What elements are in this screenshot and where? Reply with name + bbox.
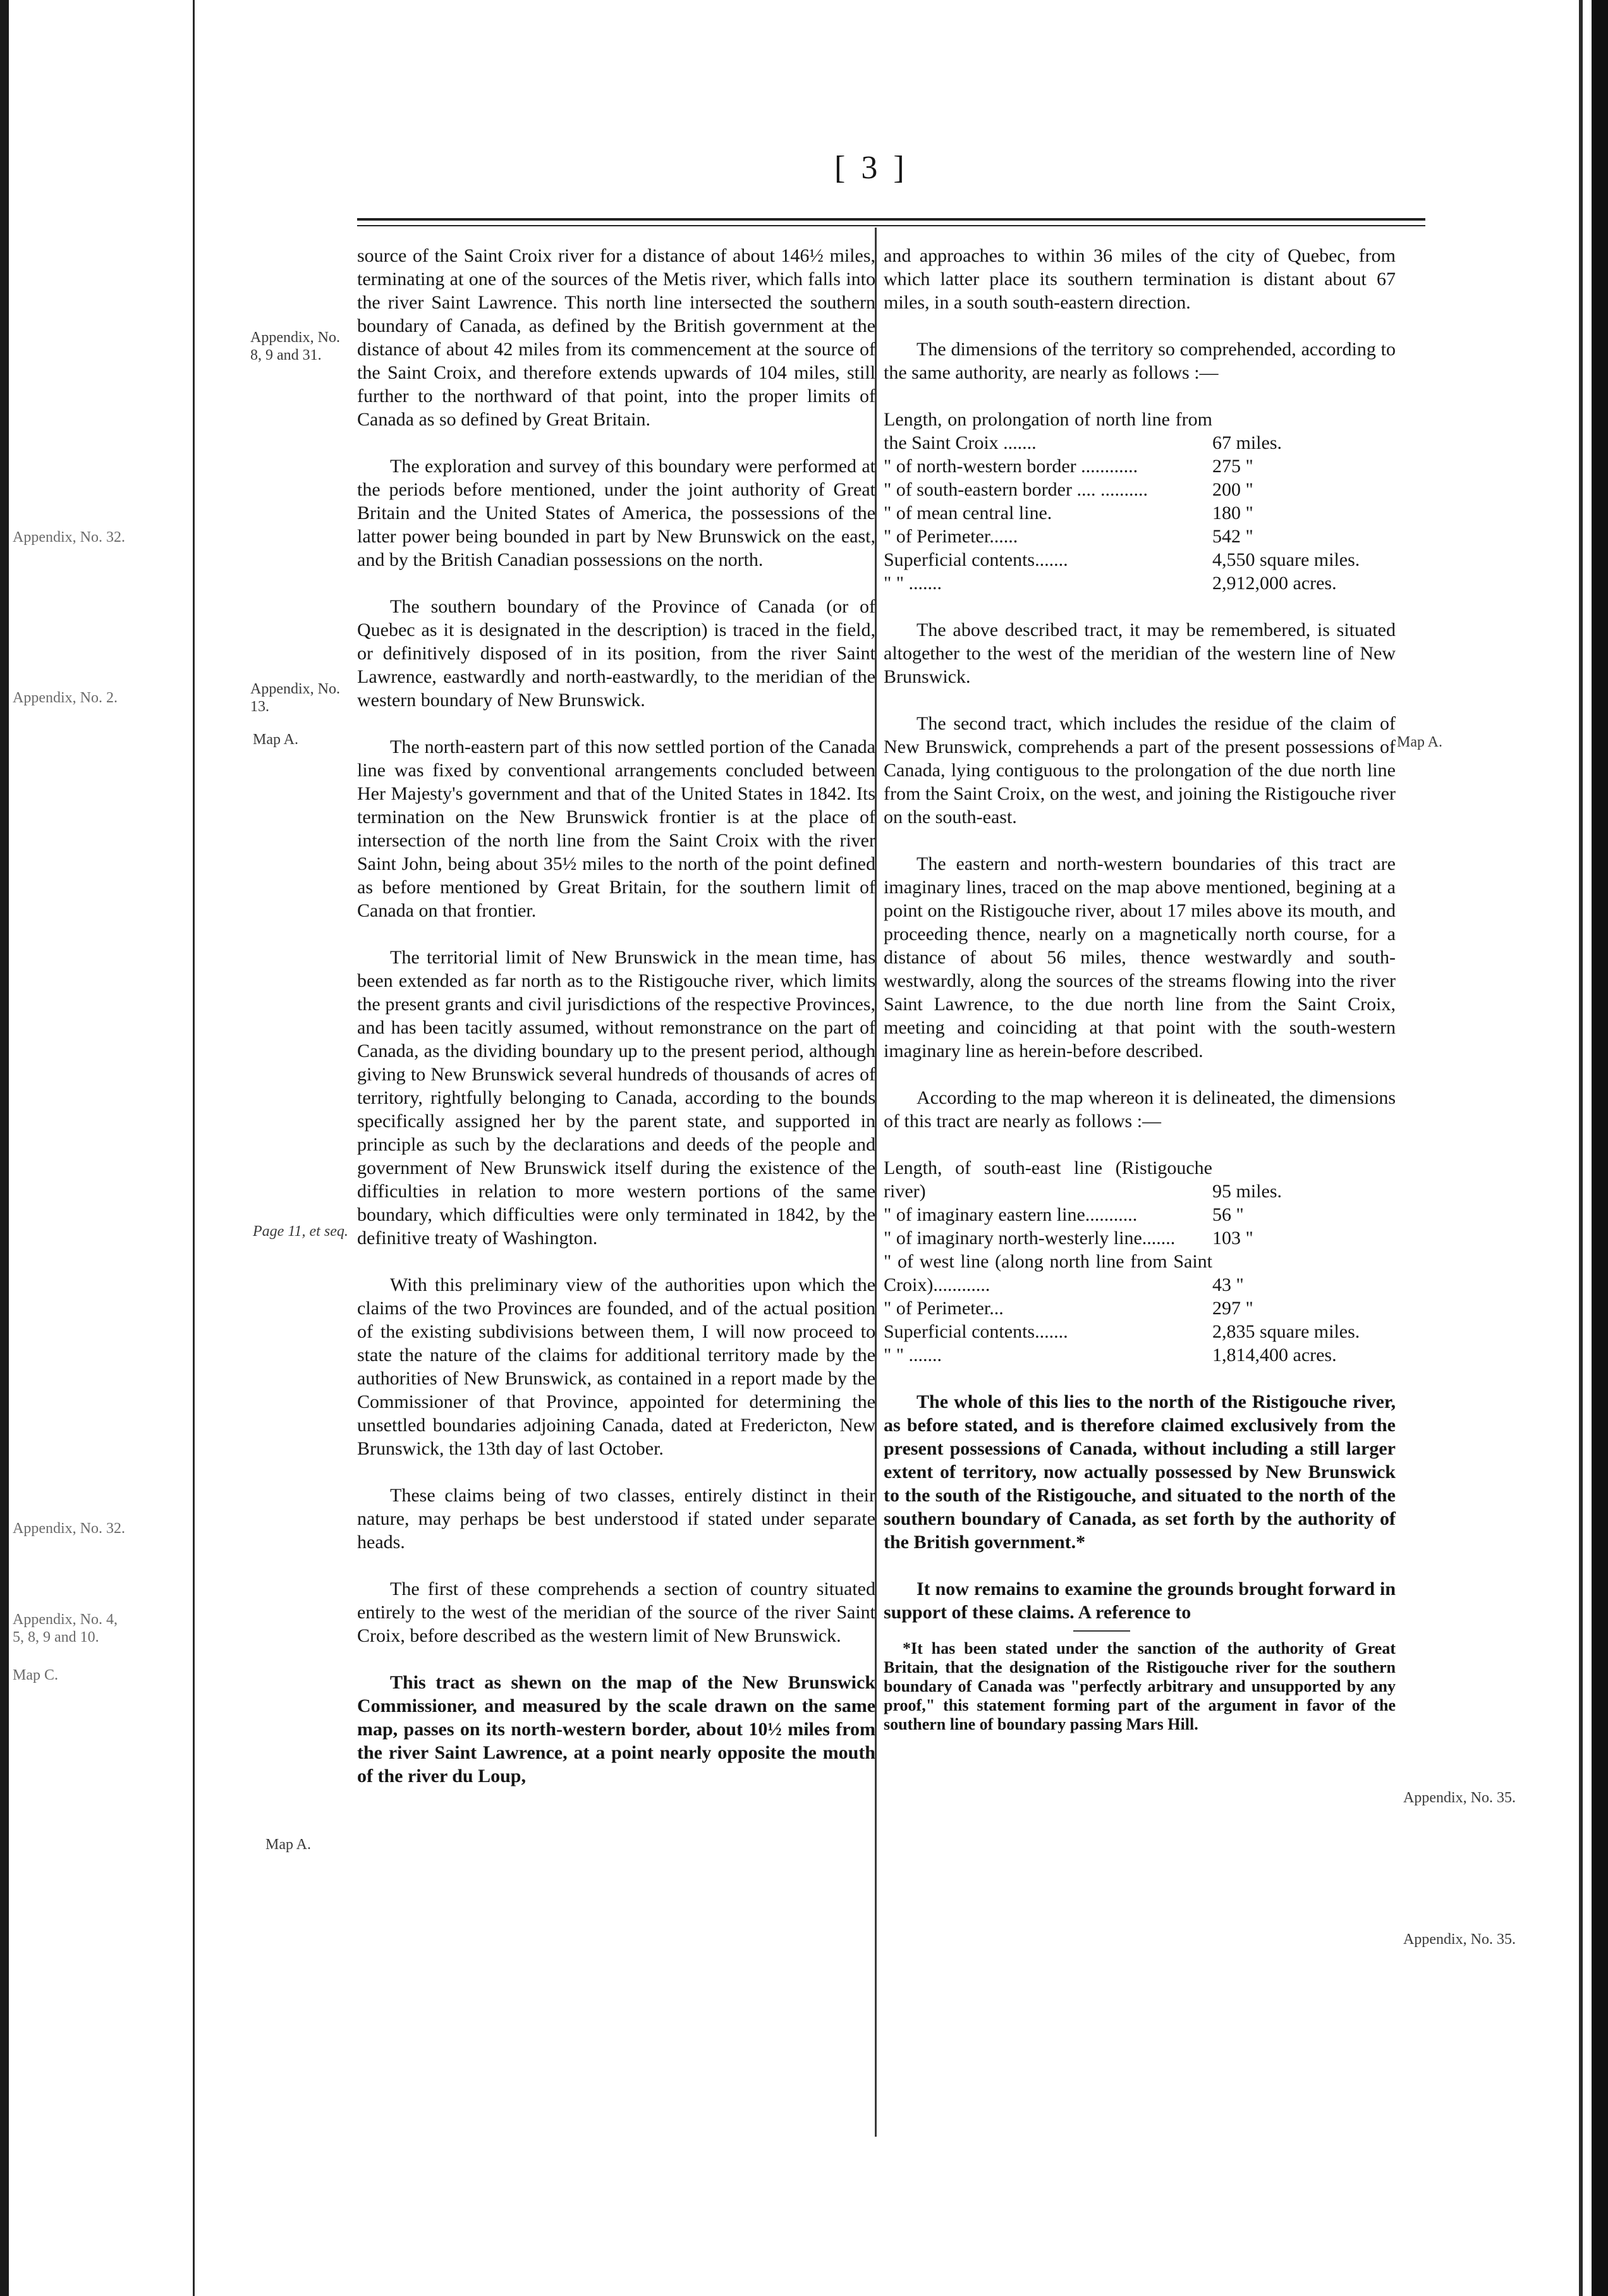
row-label: Superficial contents....... bbox=[884, 1321, 1068, 1342]
row-label: " of mean central line. bbox=[884, 503, 1052, 523]
table-row bbox=[884, 455, 1396, 478]
row-value: 103 " bbox=[1212, 1228, 1253, 1249]
bleed-note-appendix-32b: Appendix, No. 32. bbox=[13, 1520, 125, 1537]
table-row bbox=[884, 501, 1396, 525]
right-edge-line bbox=[1579, 0, 1583, 2296]
paragraph: The whole of this lies to the north of the Ristigouche river, as before stated, and is therefore claimed exclusively from the present possessions of Canada, without including a still larger extent of territory, now actually possessed by New Brunswick to the south of the Ristigouche, and situated to the north of the southern boundary of Canada, as set forth by the authority of the British government.* bbox=[884, 1391, 1396, 1553]
row-label: " of west line (along north line from Saint Croix)............ bbox=[884, 1251, 1212, 1295]
row-value: 297 " bbox=[1212, 1298, 1253, 1319]
row-value: 275 " bbox=[1212, 456, 1253, 477]
row-value: 67 miles. bbox=[1212, 432, 1282, 453]
paragraph: The southern boundary of the Province of Canada (or of Quebec as it is designated in the description) is traced in the field, or definitively disposed of in its position, from the river Saint Lawrence, eastwardly and north-eastwardly, to the meridian of the western boundary of New Brunswick. bbox=[357, 596, 875, 711]
header-rule-thin bbox=[357, 225, 1425, 226]
dimensions-table-1 bbox=[884, 408, 1396, 595]
row-label: Length, on prolongation of north line from the Saint Croix ....... bbox=[884, 409, 1212, 453]
row-value: 56 " bbox=[1212, 1204, 1244, 1225]
paragraph: It now remains to examine the grounds brought forward in support of these claims. A reference to bbox=[884, 1578, 1396, 1623]
table-row bbox=[884, 408, 1396, 455]
page-number: [ 3 ] bbox=[834, 150, 908, 186]
gutter-shadow-line bbox=[193, 0, 195, 2296]
paragraph: According to the map whereon it is delineated, the dimensions of this tract are nearly as follows :— bbox=[884, 1087, 1396, 1132]
margin-note-right-map-a: Map A. bbox=[1397, 734, 1442, 750]
table-row bbox=[884, 1226, 1396, 1250]
bleed-note-appendix-2: Appendix, No. 2. bbox=[13, 690, 118, 706]
paragraph: The eastern and north-western boundaries of this tract are imaginary lines, traced on the map above mentioned, begining at a point on the Ristigouche river, about 17 miles above its mouth, and proceeding thence, nearly on a magnetically north course, for a distance of about 56 miles, thence westwardly and south-westwardly, along the sources of the streams flowing into the river Saint Lawrence, to the due north line from the Saint Croix, meeting and coinciding at that point with the south-western imaginary line as herein-before described. bbox=[884, 853, 1396, 1061]
margin-note-right-appendix-35b: Appendix, No. 35. bbox=[1403, 1931, 1516, 1948]
row-label: " of Perimeter...... bbox=[884, 526, 1018, 547]
row-value: 95 miles. bbox=[1212, 1181, 1282, 1202]
row-value: 4,550 square miles. bbox=[1212, 549, 1360, 570]
row-value: 2,912,000 acres. bbox=[1212, 573, 1337, 594]
table-row bbox=[884, 1156, 1396, 1203]
row-label: " " ....... bbox=[884, 573, 942, 594]
row-label: Length, of south-east line (Ristigouche river) bbox=[884, 1157, 1212, 1202]
margin-note-right-appendix-35a: Appendix, No. 35. bbox=[1403, 1790, 1516, 1806]
bleed-note-appendix-32a: Appendix, No. 32. bbox=[13, 529, 125, 546]
row-value: 200 " bbox=[1212, 479, 1253, 500]
paragraph: and approaches to within 36 miles of the city of Quebec, from which latter place its southern termination is distant about 67 miles, in a south south-eastern direction. bbox=[884, 245, 1396, 313]
footnote-rule bbox=[1073, 1630, 1130, 1632]
table-row bbox=[884, 1250, 1396, 1297]
paragraph: This tract as shewn on the map of the New Brunswick Commissioner, and measured by the scale drawn on the same map, passes on its north-western border, about 10½ miles from the river Saint Lawrence, at a point nearly opposite the mouth of the river du Loup, bbox=[357, 1672, 875, 1786]
binding-edge-shadow bbox=[0, 0, 9, 2296]
row-value: 1,814,400 acres. bbox=[1212, 1345, 1337, 1365]
margin-note-page-11: Page 11, et seq. bbox=[253, 1223, 348, 1240]
paragraph: The first of these comprehends a section of country situated entirely to the west of the meridian of the source of the river Saint Croix, before described as the western limit of New Brunswick. bbox=[357, 1578, 875, 1646]
paragraph: The north-eastern part of this now settled portion of the Canada line was fixed by conventional arrangements concluded between Her Majesty's government and that of the United States in 1842. Its termination on the New Brunswick frontier is at the place of intersection of the north line from the Saint Croix with the river Saint John, being about 35½ miles to the north of the point defined as before mentioned by Great Britain, for the southern limit of Canada on that frontier. bbox=[357, 736, 875, 921]
left-column bbox=[357, 244, 875, 1788]
row-label: " of north-western border ............ bbox=[884, 456, 1138, 477]
row-value: 43 " bbox=[1212, 1274, 1244, 1295]
paragraph: The exploration and survey of this boundary were performed at the periods before mentioned, under the joint authority of Great Britain and the United States of America, the possessions of the latter power being bounded in part by New Brunswick on the east, and by the British Canadian possessions on the north. bbox=[357, 456, 875, 570]
paragraph: The dimensions of the territory so comprehended, according to the same authority, are nearly as follows :— bbox=[884, 339, 1396, 383]
right-edge-shadow bbox=[1592, 0, 1608, 2296]
table-row bbox=[884, 1320, 1396, 1343]
table-row bbox=[884, 1343, 1396, 1367]
paragraph: The second tract, which includes the residue of the claim of New Brunswick, comprehends a part of the present possessions of Canada, lying contiguous to the prolongation of the due north line from the Saint Croix, on the west, and joining the Ristigouche river on the south-east. bbox=[884, 713, 1396, 827]
margin-note-map-a-1: Map A. bbox=[253, 731, 298, 748]
margin-note-map-a-2: Map A. bbox=[265, 1836, 311, 1853]
row-value: 2,835 square miles. bbox=[1212, 1321, 1360, 1342]
footnote: *It has been stated under the sanction of the authority of Great Britain, that the designation of the Ristigouche river for the southern boundary of Canada was "perfectly arbitrary and unsupported by any proof," this statement forming part of the argument in favor of the southern line of boundary passing Mars Hill. bbox=[884, 1639, 1396, 1733]
row-value: 542 " bbox=[1212, 526, 1253, 547]
margin-note-appendix-13: Appendix, No. 13. bbox=[250, 681, 340, 715]
bleed-note-map-c: Map C. bbox=[13, 1667, 58, 1683]
row-value: 180 " bbox=[1212, 503, 1253, 523]
row-label: " of imaginary eastern line........... bbox=[884, 1204, 1138, 1225]
header-rule bbox=[357, 218, 1425, 221]
right-column bbox=[884, 244, 1396, 1734]
paragraph: source of the Saint Croix river for a distance of about 146½ miles, terminating at one of the sources of the Metis river, which falls into the river Saint Lawrence. This north line intersected the southern boundary of Canada, as defined by the British government at the distance of about 42 miles from its commencement at the source of the Saint Croix, and therefore extends upwards of 104 miles, still further to the northward of that point, into the proper limits of Canada as so defined by Great Britain. bbox=[357, 245, 875, 430]
table-row bbox=[884, 478, 1396, 501]
dimensions-table-2 bbox=[884, 1156, 1396, 1367]
row-label: Superficial contents....... bbox=[884, 549, 1068, 570]
margin-note-appendix-8-9-31: Appendix, No. 8, 9 and 31. bbox=[250, 329, 340, 363]
table-row bbox=[884, 1203, 1396, 1226]
row-label: " of imaginary north-westerly line....... bbox=[884, 1228, 1176, 1249]
row-label: " " ....... bbox=[884, 1345, 942, 1365]
table-row bbox=[884, 571, 1396, 595]
paragraph: The territorial limit of New Brunswick in the mean time, has been extended as far north as to the Ristigouche river, which limits the present grants and civil jurisdictions of the respective Provinces, and has been tacitly assumed, without remonstrance on the part of Canada, as the dividing boundary up to the present period, although giving to New Brunswick several hundreds of thousands of acres of territory, rightfully belonging to Canada, according to the bounds specifically assigned her by the parent state, and supported in principle as such by the declarations and deeds of the people and government of New Brunswick itself during the existence of the difficulties in relation to more western portions of the same boundary, which difficulties were only terminated in 1842, by the definitive treaty of Washington. bbox=[357, 947, 875, 1249]
paragraph: With this preliminary view of the authorities upon which the claims of the two Provinces are founded, and of the actual position of the existing subdivisions between them, I will now proceed to state the nature of the claims for additional territory made by the authorities of New Brunswick, as contained in a report made by the Commissioner of that Province, appointed for determining the unsettled boundaries adjoining Canada, dated at Fredericton, New Brunswick, the 13th day of last October. bbox=[357, 1274, 875, 1459]
row-label: " of Perimeter... bbox=[884, 1298, 1004, 1319]
paragraph: The above described tract, it may be remembered, is situated altogether to the west of the meridian of the western line of New Brunswick. bbox=[884, 620, 1396, 687]
table-row bbox=[884, 548, 1396, 571]
table-row bbox=[884, 525, 1396, 548]
paragraph: These claims being of two classes, entirely distinct in their nature, may perhaps be best understood if stated under separate heads. bbox=[357, 1485, 875, 1553]
row-label: " of south-eastern border .... .......... bbox=[884, 479, 1148, 500]
bleed-note-appendix-4-5-8-9-10: Appendix, No. 4, 5, 8, 9 and 10. bbox=[13, 1611, 118, 1646]
table-row bbox=[884, 1297, 1396, 1320]
